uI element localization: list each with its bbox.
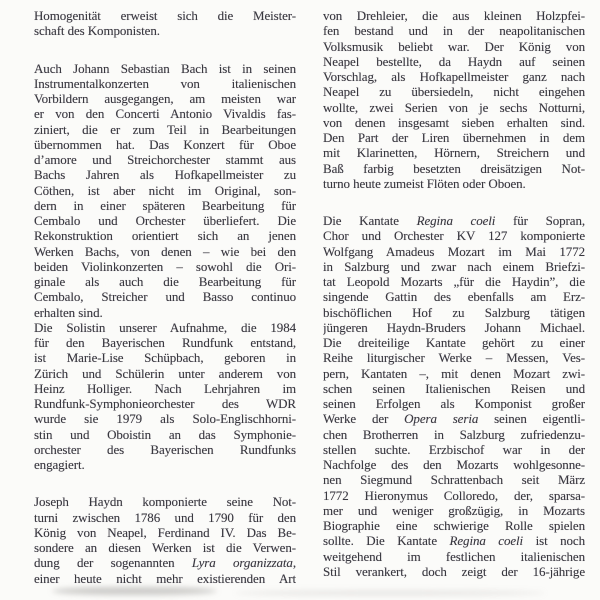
text-run: Instrumentalkonzerten von italienischen bbox=[34, 75, 296, 91]
text-run: turno heute zumeist Flöten oder Oboen. bbox=[323, 175, 526, 191]
text-line bbox=[323, 228, 585, 243]
text-run: Stil verankert, doch zeigt der 16-jährige bbox=[323, 563, 585, 579]
scan-shadow-bottom-left bbox=[52, 587, 217, 595]
text-run: seinen Erfolgen als Komponist großer bbox=[323, 396, 585, 411]
text-line bbox=[34, 540, 296, 555]
text-run: wurde sie 1979 als Solo-Englischhorni- bbox=[34, 411, 296, 427]
text-line bbox=[34, 494, 296, 509]
text-line bbox=[34, 381, 296, 396]
text-line bbox=[34, 106, 296, 121]
text-run: Biographie eine schwierige Rolle spielen bbox=[323, 518, 585, 533]
text-run: Auch Johann Sebastian Bach ist in seinen bbox=[34, 60, 296, 76]
text-line bbox=[34, 61, 296, 76]
text-line bbox=[34, 396, 296, 411]
work-title-italic: Regina coeli bbox=[449, 533, 524, 549]
text-run: beiden Violinkonzerten – sowohl die Ori- bbox=[34, 258, 296, 274]
text-line bbox=[323, 427, 585, 442]
text-run: Neapel zu übersiedeln, nicht eingehen bbox=[323, 84, 585, 100]
text-run: erhalten sind. bbox=[34, 304, 103, 320]
text-run: Wolfgang Amadeus Mozart im Mai 1772 bbox=[323, 243, 585, 259]
text-line bbox=[323, 84, 585, 99]
text-line bbox=[34, 167, 296, 182]
text-run: Bachs Jahren als Hofkapellmeister zu bbox=[34, 167, 296, 183]
text-line bbox=[34, 259, 296, 274]
text-column-left bbox=[34, 8, 296, 586]
text-run: weitgehend im festlichen italienischen bbox=[323, 548, 585, 564]
text-line bbox=[34, 525, 296, 540]
text-run: übernommen hat. Das Konzert für Oboe bbox=[34, 136, 296, 152]
text-line bbox=[323, 244, 585, 259]
text-line bbox=[34, 137, 296, 152]
text-run: turni zwischen 1786 und 1790 für den bbox=[34, 509, 296, 525]
text-run: stellen suchte. Erzbischof war in der bbox=[323, 441, 585, 457]
text-line bbox=[323, 161, 585, 176]
text-run: orchester des Bayerischen Rundfunks bbox=[34, 441, 296, 457]
text-run: für den Bayerischen Rundfunk entstand, bbox=[34, 335, 296, 350]
text-run: sollte. Die Kantate bbox=[323, 533, 450, 549]
text-run: singende Gattin des ebenfalls am Erz- bbox=[323, 289, 585, 305]
text-line bbox=[323, 411, 585, 426]
text-line bbox=[323, 305, 585, 320]
text-run: ist Marie-Lise Schüpbach, geboren in bbox=[34, 350, 296, 366]
text-line bbox=[34, 91, 296, 106]
text-line bbox=[34, 320, 296, 335]
text-run: fen bestand und in der neapolitanischen bbox=[323, 23, 585, 39]
text-run: Nachfolge des den Mozarts wohlgesonne- bbox=[323, 457, 585, 472]
paragraph-gap bbox=[34, 472, 296, 494]
text-run: jüngeren Haydn-Bruders Johann Michael. bbox=[323, 319, 585, 335]
text-run: , bbox=[292, 555, 296, 571]
text-run: stin und Oboistin an das Symphonie- bbox=[34, 426, 296, 442]
text-line bbox=[34, 411, 296, 426]
text-run: ist noch bbox=[523, 533, 585, 549]
text-line bbox=[323, 69, 585, 84]
text-run: von Drehleier, die aus kleinen Holzpfei- bbox=[323, 8, 585, 23]
text-line bbox=[323, 176, 585, 191]
text-line bbox=[323, 39, 585, 54]
text-line bbox=[34, 510, 296, 525]
text-line bbox=[34, 442, 296, 457]
work-title-italic: Opera seria bbox=[404, 411, 479, 427]
text-line bbox=[323, 533, 585, 548]
text-run: Cöthen, ist aber nicht im Original, son- bbox=[34, 182, 296, 198]
text-line bbox=[34, 335, 296, 350]
text-line bbox=[323, 145, 585, 160]
text-run: ginale als auch die Bearbeitung für bbox=[34, 274, 296, 289]
text-line bbox=[323, 396, 585, 411]
text-line bbox=[323, 472, 585, 487]
text-run: chen Brotherren in Salzburg zufriedenzu- bbox=[323, 426, 585, 442]
text-run: Werken Bachs, von denen – wie bei den bbox=[34, 243, 296, 259]
text-line bbox=[323, 488, 585, 503]
text-line bbox=[34, 213, 296, 228]
text-line bbox=[34, 244, 296, 259]
text-line bbox=[34, 76, 296, 91]
text-run: Joseph Haydn komponierte seine Not- bbox=[34, 494, 296, 510]
text-line bbox=[34, 198, 296, 213]
text-line bbox=[323, 100, 585, 115]
text-line bbox=[323, 8, 585, 23]
work-title-italic: Regina coeli bbox=[416, 213, 496, 228]
text-line bbox=[323, 274, 585, 289]
text-run: für Sopran, bbox=[495, 213, 585, 228]
text-line bbox=[34, 274, 296, 289]
text-run: wollte, zwei Serien von je sechs Notturni, bbox=[323, 99, 585, 115]
text-line bbox=[323, 442, 585, 457]
text-run: Rekonstruktion orientiert sich an jenen bbox=[34, 228, 296, 244]
text-line bbox=[34, 289, 296, 304]
text-line bbox=[323, 366, 585, 381]
text-run: ziniert, die er zum Teil in Bearbeitungen bbox=[34, 121, 296, 137]
text-line bbox=[34, 571, 296, 586]
text-run: Zürich und Schülerin unter anderem von bbox=[34, 365, 296, 381]
text-run: Die dreiteilige Kantate gehört zu einer bbox=[323, 335, 585, 350]
text-line bbox=[323, 503, 585, 518]
text-line bbox=[323, 564, 585, 579]
text-run: Die Kantate bbox=[323, 213, 417, 228]
text-run: Cembalo und Orchester überliefert. Die bbox=[34, 213, 296, 228]
text-run: von denen insgesamt sieben erhalten sind. bbox=[323, 114, 585, 130]
text-run: schaft des Komponisten. bbox=[34, 23, 160, 39]
text-run: pern, Kantaten –, mit denen Mozart zwi- bbox=[323, 365, 585, 381]
text-run: Baß farbig besetzten dreisätzigen Not- bbox=[323, 160, 585, 176]
text-line bbox=[34, 8, 296, 23]
text-run: Reihe liturgischer Werke – Messen, Ves- bbox=[323, 350, 585, 366]
text-line bbox=[323, 259, 585, 274]
text-run: Heinz Holliger. Nach Lehrjahren im bbox=[34, 380, 296, 396]
text-run: Vorschlag, als Hofkapellmeister ganz nach bbox=[323, 69, 585, 84]
scan-shadow-bottom-right bbox=[235, 590, 545, 596]
text-line bbox=[323, 115, 585, 130]
text-run: mit Klarinetten, Hörnern, Streichern und bbox=[323, 145, 585, 161]
text-run: Die Solistin unserer Aufnahme, die 1984 bbox=[34, 319, 296, 335]
text-run: dern in einer späteren Bearbeitung für bbox=[34, 197, 296, 213]
text-run: Volksmusik beliebt war. Der König von bbox=[323, 38, 585, 54]
text-run: König von Neapel, Ferdinand IV. Das Be- bbox=[34, 524, 296, 540]
text-run: Den Part der Liren übernehmen in dem bbox=[323, 130, 585, 145]
text-line bbox=[323, 54, 585, 69]
text-line bbox=[34, 555, 296, 570]
text-line bbox=[323, 381, 585, 396]
text-line bbox=[34, 457, 296, 472]
text-run: bischöflichen Hof zu Salzburg tätigen bbox=[323, 304, 585, 320]
text-run: tat Leopold Mozarts „für die Haydin”, die bbox=[323, 274, 585, 289]
text-run: Cembalo, Streicher und Basso continuo bbox=[34, 289, 296, 305]
text-run: sondere an diesen Werken ist die Verwen- bbox=[34, 540, 296, 555]
text-run: er von den Concerti Antonio Vivaldis fas- bbox=[34, 106, 296, 122]
text-line bbox=[34, 183, 296, 198]
text-run: seinen eigentli- bbox=[478, 411, 585, 427]
text-line bbox=[323, 518, 585, 533]
text-line bbox=[34, 152, 296, 167]
text-column-right bbox=[323, 8, 585, 579]
text-run: nen Siegmund Schrattenbach seit März bbox=[323, 472, 585, 488]
text-run: engagiert. bbox=[34, 457, 85, 472]
text-run: mer und weniger großzügig, in Mozarts bbox=[323, 502, 585, 518]
text-run: Rundfunk-Symphonieorchester des WDR bbox=[34, 396, 296, 411]
paragraph-gap bbox=[323, 191, 585, 213]
text-run: 1772 Hieronymus Colloredo, der, sparsa- bbox=[323, 487, 585, 503]
text-line bbox=[34, 228, 296, 243]
text-line bbox=[323, 213, 585, 228]
text-run: dung der sogenannten bbox=[34, 555, 192, 571]
work-title-italic: Lyra organizzata bbox=[191, 555, 293, 571]
text-run: Homogenität erweist sich die Meister- bbox=[34, 8, 296, 23]
text-run: einer heute nicht mehr existierenden Art bbox=[34, 570, 296, 586]
text-line bbox=[323, 23, 585, 38]
text-run: d’amore und Streichorchester stammt aus bbox=[34, 152, 296, 167]
text-run: Vorbildern ausgegangen, am meisten war bbox=[34, 91, 296, 106]
text-line bbox=[323, 457, 585, 472]
text-line bbox=[323, 289, 585, 304]
text-line bbox=[323, 549, 585, 564]
text-line bbox=[34, 350, 296, 365]
text-line bbox=[323, 130, 585, 145]
text-line bbox=[34, 427, 296, 442]
text-line bbox=[34, 122, 296, 137]
text-line bbox=[34, 366, 296, 381]
text-line bbox=[323, 335, 585, 350]
paragraph-gap bbox=[34, 39, 296, 61]
text-line bbox=[323, 350, 585, 365]
text-run: schen seinen Italienischen Reisen und bbox=[323, 380, 585, 396]
text-line bbox=[34, 305, 296, 320]
text-line bbox=[323, 320, 585, 335]
text-run: Chor und Orchester KV 127 komponierte bbox=[323, 228, 585, 244]
text-run: Neapel bestellte, da Haydn auf seinen bbox=[323, 53, 585, 69]
text-run: in Salzburg und zwar nach einem Briefzi- bbox=[323, 258, 585, 274]
text-line bbox=[34, 23, 296, 38]
text-run: Werke der bbox=[323, 411, 405, 427]
